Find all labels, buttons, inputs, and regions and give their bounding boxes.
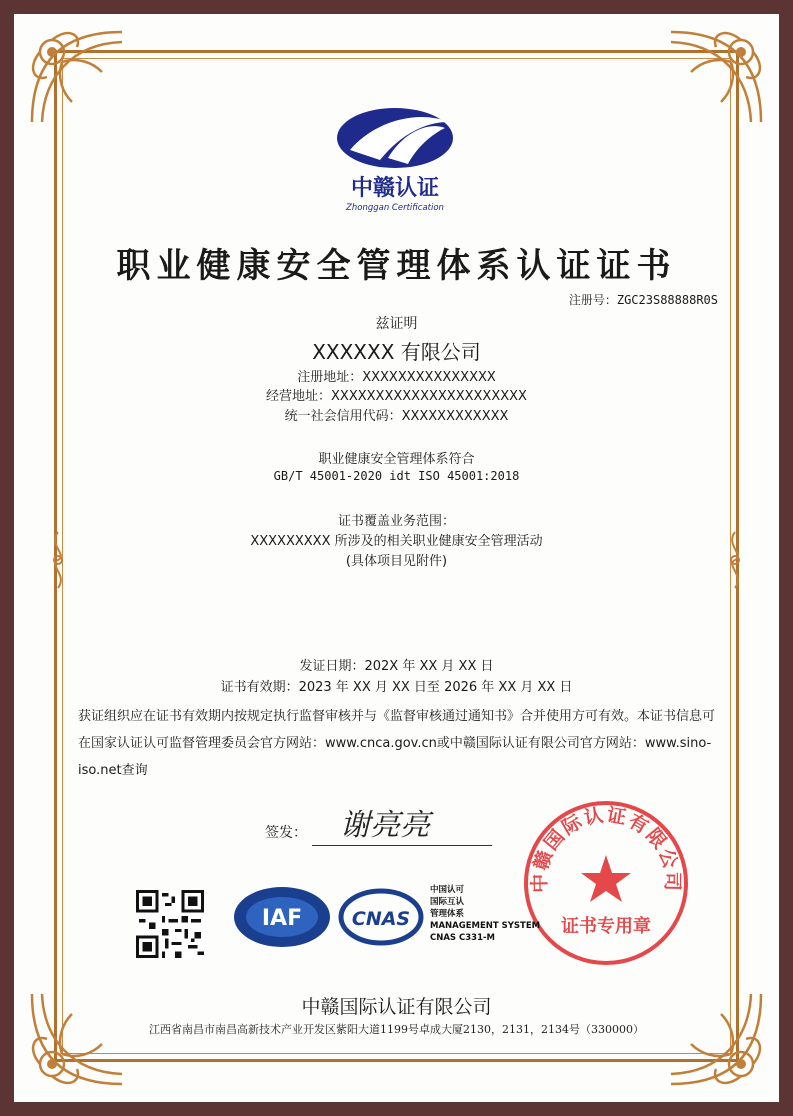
registration-label: 注册号： [568, 293, 617, 307]
scope-line1: XXXXXXXXX 所涉及的相关职业健康安全管理活动 [250, 534, 543, 549]
certificate-title: 职业健康安全管理体系认证证书 [116, 246, 677, 286]
cnas-line: MANAGEMENT SYSTEM [430, 921, 541, 931]
intro-text: 兹证明 [375, 316, 418, 332]
business-address: 经营地址：XXXXXXXXXXXXXXXXXXXXXX [266, 389, 527, 404]
credit-code: 统一社会信用代码：XXXXXXXXXXXX [284, 409, 509, 424]
corner-ornament-icon [22, 22, 132, 132]
cnas-line: CNAS C331-M [430, 933, 495, 943]
logo-subtitle-text: Zhonggan Certification [346, 203, 444, 213]
scope-label: 证书覆盖业务范围： [337, 514, 455, 529]
notice-paragraph: 获证组织应在证书有效期内按规定执行监督审核并与《监督审核通过通知书》合并使用方可有效。本证书信息可在国家认证认可监督管理委员会官方网站：www.cnca.gov.cn或中赣国际认证有限公司官方网站：www.sino-iso.net查询 [78, 709, 716, 778]
official-seal [520, 797, 692, 969]
signature-label: 签发： [265, 825, 307, 841]
cnas-description [430, 884, 540, 944]
cnas-line: 管理体系 [430, 909, 465, 919]
iaf-text: IAF [261, 906, 303, 931]
seal-center-text: 证书专用章 [561, 916, 651, 937]
qr-code-icon [136, 890, 204, 958]
registration-value: ZGC23S88888R0S [616, 293, 718, 307]
registration-number [569, 291, 718, 308]
footer-company-name: 中赣国际认证有限公司 [301, 996, 492, 1018]
standard-line1: 职业健康安全管理体系符合 [318, 452, 475, 467]
registered-address: 注册地址：XXXXXXXXXXXXXXX [297, 370, 496, 385]
logo-brand-text: 中赣认证 [350, 176, 440, 201]
signature-name: 谢亮亮 [340, 808, 430, 843]
validity-period: 证书有效期：2023 年 XX 月 XX 日至 2026 年 XX 月 XX 日 [220, 680, 573, 695]
footer-address: 江西省南昌市南昌高新技术产业开发区紫阳大道1199号卓成大厦2130，2131，2134号（330000） [149, 1023, 644, 1036]
company-logo [330, 100, 460, 215]
signature-line [312, 845, 492, 846]
cnas-line: 中国认可 [430, 885, 465, 895]
cnas-line: 国际互认 [430, 897, 465, 907]
cnas-text: CNAS [351, 908, 411, 930]
company-name: XXXXXX 有限公司 [312, 340, 481, 364]
seal-ring-text: 中赣国际认证有限公司 [528, 803, 684, 893]
corner-ornament-icon [661, 22, 771, 132]
cnas-logo-icon [338, 888, 424, 946]
standard-line2: GB/T 45001-2020 idt ISO 45001:2018 [273, 469, 520, 483]
iaf-logo-icon [232, 885, 332, 950]
issue-date: 发证日期：202X 年 XX 月 XX 日 [299, 659, 494, 674]
scope-line2: (具体项目见附件) [345, 554, 448, 569]
